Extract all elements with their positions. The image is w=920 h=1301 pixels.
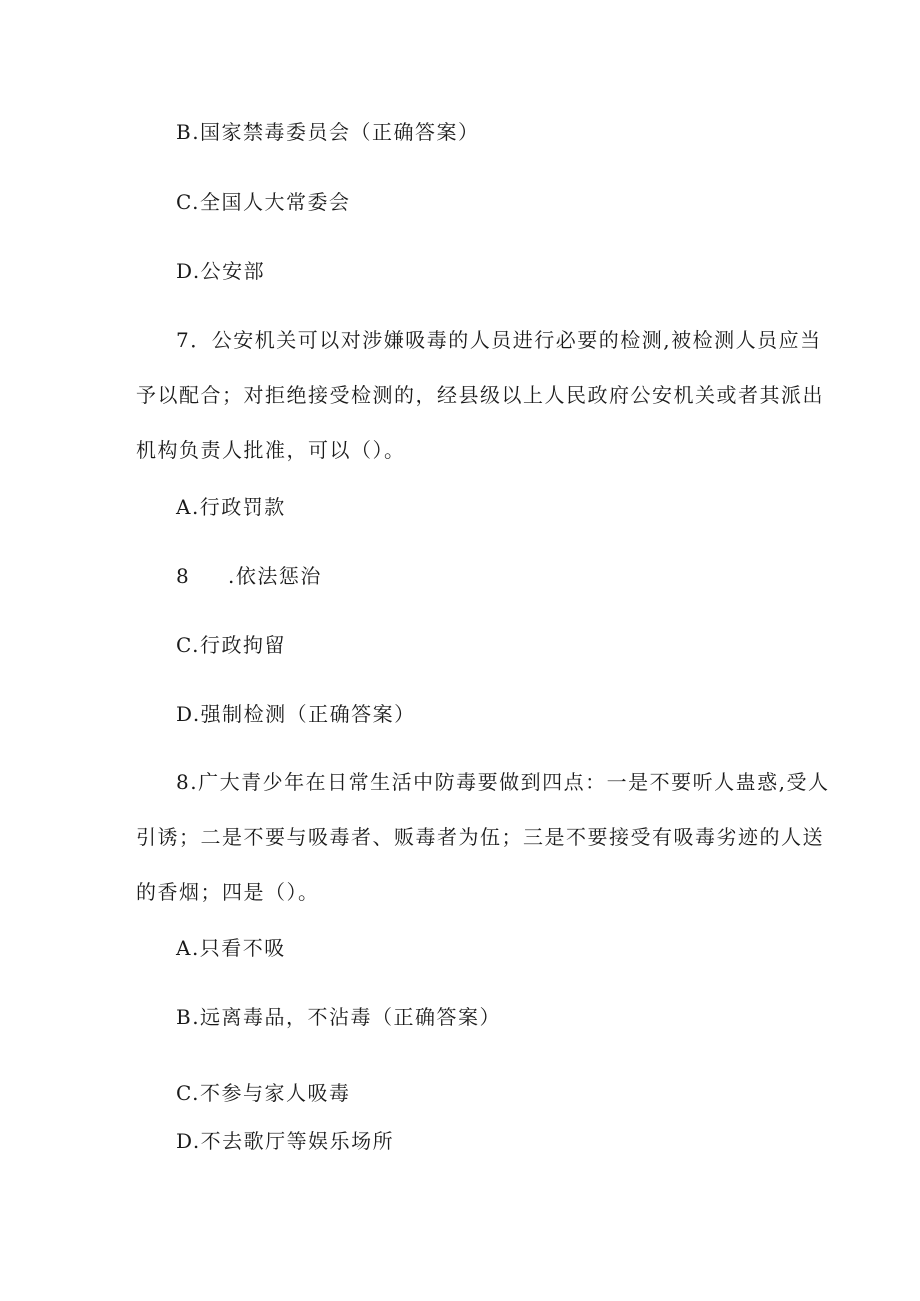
q8-option-b: B.远离毒品，不沾毒（正确答案） xyxy=(176,1005,502,1029)
q7-option-d: D.强制检测（正确答案） xyxy=(176,702,416,726)
q7-option-c: C.行政拘留 xyxy=(176,633,286,657)
question-8-line-2: 引诱；二是不要与吸毒者、贩毒者为伍；三是不要接受有吸毒劣迹的人送 xyxy=(136,825,824,849)
q8-option-a: A.只看不吸 xyxy=(176,936,286,960)
question-7 xyxy=(136,313,824,478)
q7-option-a: A.行政罚款 xyxy=(176,495,286,519)
option-c-prev: C.全国人大常委会 xyxy=(176,190,351,214)
question-8-line-1: 8.广大青少年在日常生活中防毒要做到四点：一是不要听人蛊惑,受人 xyxy=(176,770,830,794)
question-8 xyxy=(136,755,830,920)
question-7-line-1: 7．公安机关可以对涉嫌吸毒的人员进行必要的检测,被检测人员应当 xyxy=(176,328,822,352)
q7-option-b xyxy=(176,564,322,588)
option-d-prev: D.公安部 xyxy=(176,259,266,283)
q8-option-d: D.不去歌厅等娱乐场所 xyxy=(176,1129,395,1153)
q7-option-b-text: .依法惩治 xyxy=(228,564,322,588)
q7-option-b-number: 8 xyxy=(176,564,191,588)
question-7-line-2: 予以配合；对拒绝接受检测的，经县级以上人民政府公安机关或者其派出 xyxy=(136,383,824,407)
q8-option-c: C.不参与家人吸毒 xyxy=(176,1081,351,1105)
option-b-prev: B.国家禁毒委员会（正确答案） xyxy=(176,120,480,144)
question-8-line-3: 的香烟；四是（）。 xyxy=(136,880,320,904)
question-7-line-3: 机构负责人批准，可以（）。 xyxy=(136,438,406,462)
